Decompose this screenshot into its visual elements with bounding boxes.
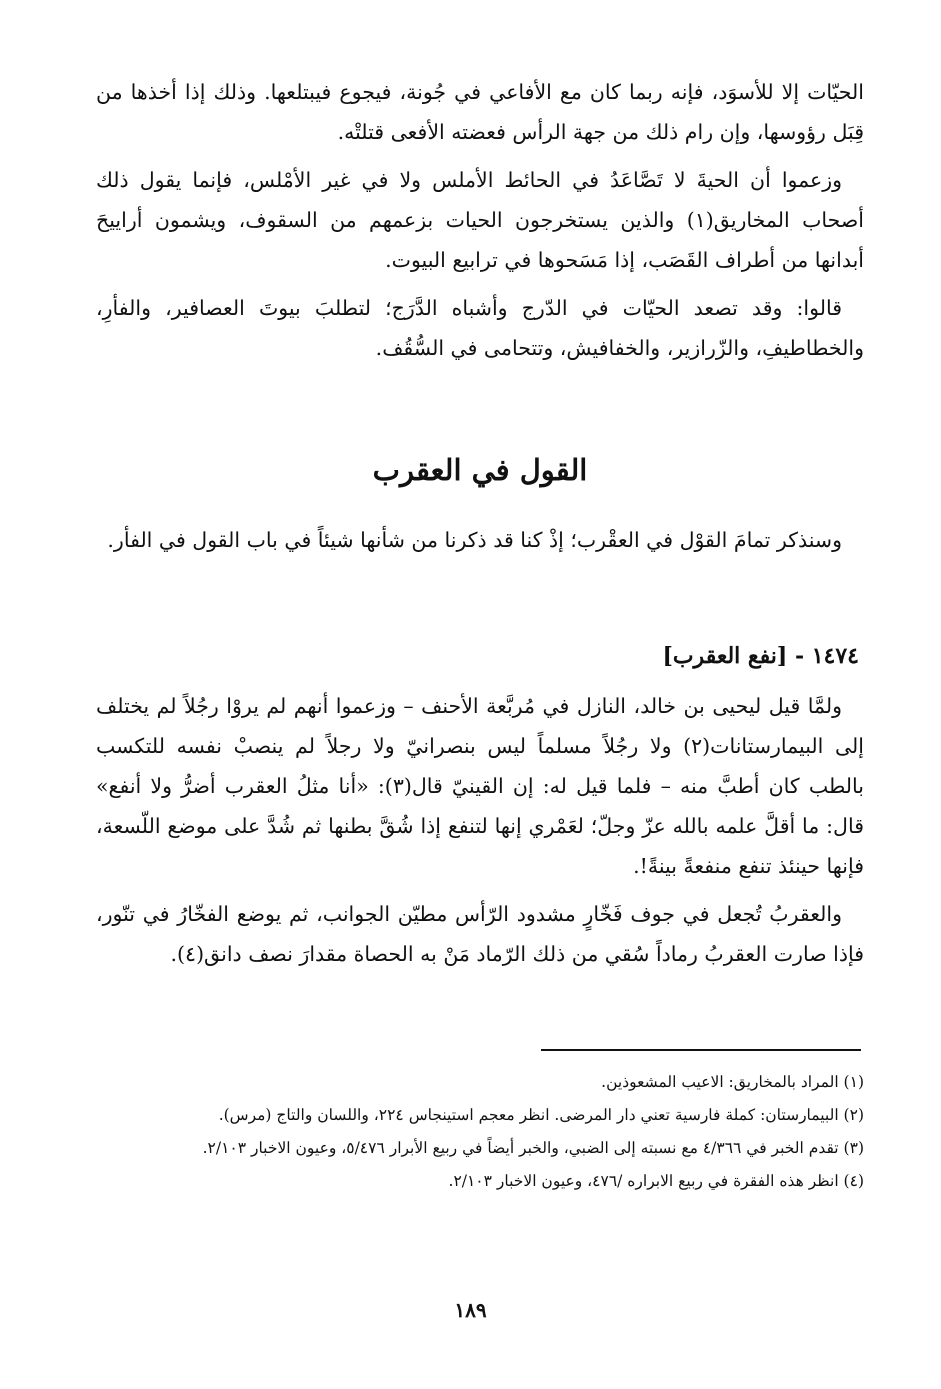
paragraph-stairs: قالوا: وقد تصعد الحيّات في الدّرج وأشباه الدَّرَج؛ لتطلبَ بيوتَ العصافير، والفأرِ، والخطاطيفِ، والزّرازير، والخفافيش، وتتحامى في السُّقُف. (96, 296, 864, 360)
section-text-block (96, 686, 864, 982)
paragraph-smooth-wall: وزعموا أن الحيةَ لا تَصَّاعَدُ في الحائط الأملس ولا في غير الأمْلس، فإنما يقول ذلك أصحاب المخاريق(١) والذين يستخرجون الحيات بزعمهم من السقوف، ويشمون أراييحَ أبدانها من أطراف القَصَب، إذا مَسَحوها في ترابيع البيوت. (96, 168, 864, 272)
opening-text-block (96, 72, 864, 376)
paragraph-snakes-climbing: الحيّات إلا للأسوَد، فإنه ربما كان مع الأفاعي في جُونة، فيجوع فيبتلعها. وذلك إذا أخذها من قِبَل رؤوسها، وإن رام ذلك من جهة الرأس فعضته الأفعى قتلتْه. (96, 80, 864, 144)
footnote-4: (٤) انظر هذه الفقرة في ربيع الابراره /٤٧٦، وعيون الاخبار ٢/١٠٣. (448, 1172, 864, 1190)
footnote-2: (٢) البيمارستان: كملة فارسية تعني دار المرضى. انظر معجم استينجاس ٢٢٤، واللسان والتاج (مرس). (218, 1106, 864, 1124)
page-number: ١٨٩ (454, 1298, 487, 1322)
footnote-separator (541, 1049, 861, 1051)
footnote-3: (٣) تقدم الخبر في ٤/٣٦٦ مع نسبته إلى الضبي، والخبر أيضاً في ربيع الأبرار ٥/٤٧٦، وعيون الاخبار ٢/١٠٣. (202, 1139, 864, 1157)
paragraph-intro: وسنذكر تمامَ القوْل في العقْرب؛ إذْ كنا قد ذكرنا من شأنها شيئاً في باب القول في الفأر. (107, 528, 842, 552)
section-heading: ١٤٧٤ - [نفع العقرب] (662, 643, 859, 669)
footnotes-list (96, 1068, 864, 1200)
chapter-intro-block (96, 520, 864, 568)
paragraph-scorpion-ash: والعقربُ تُجعل في جوف فَخّارٍ مشدود الرّأس مطيّن الجوانب، ثم يوضع الفخّارُ في تنّور، فإذا صارت العقربُ رماداً سُقي من ذلك الرّماد مَنْ به الحصاة مقدارَ نصف دانق(٤). (96, 902, 864, 966)
footnote-1: (١) المراد بالمخاريق: الاعيب المشعوذين. (601, 1073, 864, 1091)
paragraph-yahya-ibn-khalid: ولمَّا قيل ليحيى بن خالد، النازل في مُربَّعة الأحنف – وزعموا أنهم لم يروْا رجُلاً لم يختلف إلى البيمارستانات(٢) ولا رجُلاً مسلماً ليس بنصرانيّ ولا رجلاً لم ينصبْ نفسه للتكسب بالطب كان أطبَّ منه – فلما قيل له: إن القينيّ قال(٣): «أنا مثلُ العقرب أضرُّ ولا أنفع» قال: ما أقلَّ علمه بالله عزّ وجلّ؛ لعَمْري إنها لتنفع إذا شُقَّ بطنها ثم شُدَّ على موضع اللّسعة، فإنها حينئذ تنفع منفعةً بينةً!. (96, 694, 865, 878)
chapter-heading: القول في العقرب (372, 453, 588, 487)
